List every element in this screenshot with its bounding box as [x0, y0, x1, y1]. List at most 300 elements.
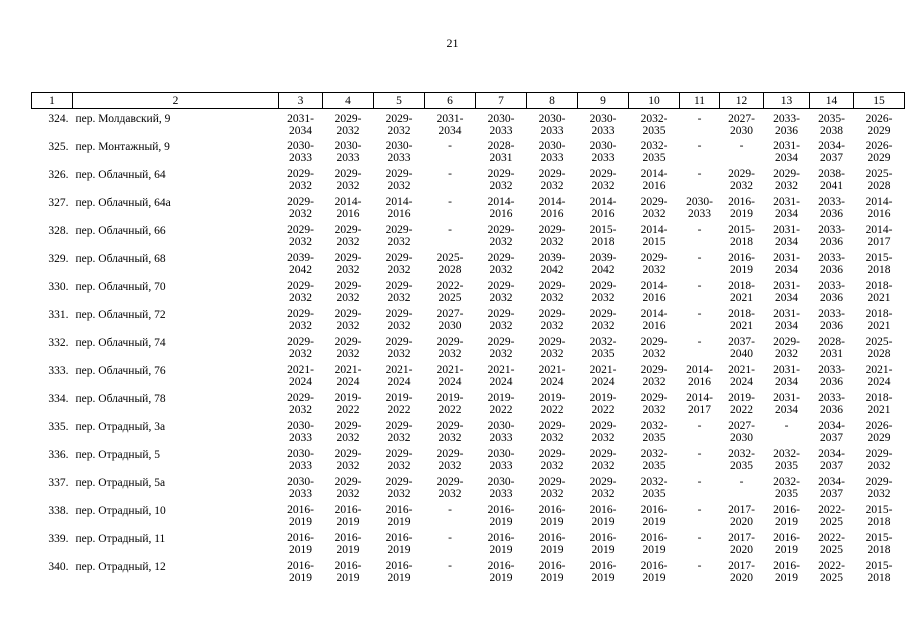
period-end: 2035	[642, 459, 666, 472]
period-start: 2014-	[640, 308, 668, 320]
period-end: 2025	[438, 291, 462, 304]
period-start: 2018-	[865, 392, 893, 404]
period-cell	[476, 253, 527, 281]
period-cell	[629, 533, 680, 561]
period-end: 2032	[540, 179, 564, 192]
period-end: 2035	[591, 347, 615, 360]
period-cell	[323, 505, 374, 533]
period-end: 2019	[387, 543, 411, 556]
column-header: 1	[32, 93, 73, 109]
row-number: 330.	[48, 281, 69, 293]
period-cell	[764, 141, 810, 169]
period-cell	[680, 253, 720, 281]
period-start: 2033-	[818, 280, 845, 292]
period-cell	[680, 197, 720, 225]
address-cell: пер. Отрадный, 12	[75, 561, 166, 573]
period-end: 2035	[775, 487, 798, 500]
period-start: 2029-	[589, 420, 617, 432]
period-cell	[854, 309, 905, 337]
period-end: 2032	[489, 319, 513, 332]
period-start: 2014-	[640, 280, 668, 292]
period-start: 2016-	[334, 532, 362, 544]
period-cell	[854, 421, 905, 449]
period-cell	[680, 169, 720, 197]
period-start: 2026-	[865, 113, 893, 125]
period-end: 2040	[730, 347, 753, 360]
period-start: 2029-	[385, 476, 413, 488]
period-end: 2036	[820, 403, 843, 416]
period-start: 2016-	[385, 560, 413, 572]
period-cell	[374, 281, 425, 309]
period-end: 2034	[775, 207, 798, 220]
period-cell	[476, 449, 527, 477]
period-end: 2019	[591, 543, 615, 556]
period-end: 2033	[489, 431, 513, 444]
period-cell	[527, 533, 578, 561]
period-start: 2029-	[334, 308, 362, 320]
period-cell	[527, 505, 578, 533]
period-start: 2016-	[640, 532, 668, 544]
period-end: 2032	[387, 347, 411, 360]
address-cell: пер. Отрадный, 5	[75, 449, 160, 461]
period-cell	[810, 421, 854, 449]
period-cell	[279, 141, 323, 169]
period-start: 2033-	[773, 113, 800, 125]
period-start: 2016-	[487, 532, 515, 544]
period-cell	[279, 393, 323, 421]
period-start: 2029-	[385, 252, 413, 264]
period-cell	[279, 281, 323, 309]
period-cell	[764, 505, 810, 533]
period-cell	[425, 505, 476, 533]
table-row	[32, 225, 905, 253]
period-cell	[323, 421, 374, 449]
period-cell	[578, 225, 629, 253]
period-cell	[629, 393, 680, 421]
period-cell	[279, 449, 323, 477]
period-cell	[764, 225, 810, 253]
address-cell: пер. Отрадный, 3а	[75, 421, 166, 433]
period-cell	[720, 449, 764, 477]
column-header: 15	[854, 93, 905, 109]
row-number: 332.	[48, 337, 69, 349]
period-cell	[279, 309, 323, 337]
period-end: 2024	[867, 375, 891, 388]
period-end: 2029	[867, 124, 891, 137]
period-cell	[810, 141, 854, 169]
period-start: -	[697, 252, 702, 264]
address-cell: пер. Отрадный, 10	[75, 505, 166, 517]
period-cell	[629, 477, 680, 505]
period-cell	[578, 281, 629, 309]
period-start: 2033-	[818, 364, 845, 376]
period-cell	[578, 365, 629, 393]
period-start: 2035-	[818, 113, 845, 125]
row-number: 333.	[48, 365, 69, 377]
period-end: 2022	[540, 403, 564, 416]
period-end: 2036	[820, 375, 843, 388]
period-cell	[680, 421, 720, 449]
column-header: 3	[279, 93, 323, 109]
period-start: 2014-	[686, 392, 713, 404]
column-header: 7	[476, 93, 527, 109]
period-cell	[854, 393, 905, 421]
period-cell	[764, 253, 810, 281]
period-end: 2018	[730, 235, 753, 248]
period-end: 2032	[540, 235, 564, 248]
period-end: 2032	[289, 319, 312, 332]
table-row	[32, 141, 905, 169]
period-cell	[425, 309, 476, 337]
period-start: 2029-	[334, 280, 362, 292]
period-end: 2032	[336, 319, 360, 332]
period-cell	[578, 449, 629, 477]
period-start: 2029-	[640, 196, 668, 208]
row-number: 331.	[48, 309, 69, 321]
period-start: 2029-	[385, 336, 413, 348]
period-end: 2032	[387, 459, 411, 472]
period-start: 2039-	[538, 252, 566, 264]
period-start: 2029-	[865, 476, 893, 488]
period-start: 2030-	[287, 420, 314, 432]
table-body	[32, 109, 905, 590]
period-start: 2022-	[818, 504, 845, 516]
period-start: 2014-	[334, 196, 362, 208]
period-cell	[764, 393, 810, 421]
period-start: 2029-	[287, 168, 314, 180]
period-end: 2034	[775, 263, 798, 276]
period-start: 2030-	[487, 476, 515, 488]
period-end: 2019	[289, 515, 312, 528]
period-cell	[854, 141, 905, 169]
period-end: 2032	[642, 403, 666, 416]
period-cell	[764, 477, 810, 505]
period-end: 2022	[730, 403, 753, 416]
period-start: 2016-	[334, 504, 362, 516]
row-number: 326.	[48, 169, 69, 181]
period-start: 2015-	[865, 532, 893, 544]
period-cell	[810, 169, 854, 197]
period-cell	[323, 449, 374, 477]
period-start: 2019-	[334, 392, 362, 404]
period-cell	[764, 309, 810, 337]
period-end: 2028	[867, 179, 891, 192]
period-end: 2019	[387, 571, 411, 584]
period-cell	[527, 421, 578, 449]
row-number: 329.	[48, 253, 69, 265]
header-row	[32, 93, 905, 109]
period-start: 2014-	[640, 168, 668, 180]
period-end: 2033	[489, 124, 513, 137]
period-end: 2032	[289, 235, 312, 248]
period-end: 2032	[642, 207, 666, 220]
period-end: 2035	[642, 124, 666, 137]
period-end: 2042	[289, 263, 312, 276]
period-start: 2033-	[818, 308, 845, 320]
period-start: 2030-	[487, 113, 515, 125]
period-cell	[764, 337, 810, 365]
period-end: 2032	[438, 431, 462, 444]
period-start: 2016-	[538, 504, 566, 516]
period-cell	[527, 197, 578, 225]
period-start: 2029-	[589, 168, 617, 180]
period-start: 2016-	[487, 504, 515, 516]
period-end: 2033	[688, 207, 711, 220]
period-cell	[854, 169, 905, 197]
period-cell	[374, 197, 425, 225]
row-number: 339.	[48, 533, 69, 545]
period-start: 2029-	[334, 224, 362, 236]
period-cell	[720, 197, 764, 225]
period-start: -	[697, 504, 702, 516]
period-end: 2033	[489, 487, 513, 500]
period-cell	[720, 421, 764, 449]
period-end: 2019	[775, 571, 798, 584]
period-end: 2019	[336, 515, 360, 528]
period-start: 2016-	[538, 560, 566, 572]
period-end: 2030	[730, 431, 753, 444]
period-end: 2020	[730, 571, 753, 584]
period-end: 2020	[730, 543, 753, 556]
period-end: 2033	[591, 124, 615, 137]
period-end: 2024	[336, 375, 360, 388]
period-end: 2032	[336, 459, 360, 472]
period-end: 2032	[336, 487, 360, 500]
period-cell	[680, 141, 720, 169]
period-start: 2025-	[865, 168, 893, 180]
period-start: 2031-	[773, 364, 800, 376]
period-end: 2042	[591, 263, 615, 276]
period-cell	[476, 109, 527, 142]
period-cell	[374, 309, 425, 337]
period-cell	[374, 533, 425, 561]
period-end: 2032	[387, 319, 411, 332]
period-cell	[720, 169, 764, 197]
period-cell	[425, 365, 476, 393]
period-cell	[629, 309, 680, 337]
period-end: 2035	[642, 431, 666, 444]
period-cell	[279, 337, 323, 365]
period-cell	[680, 533, 720, 561]
period-start: -	[697, 336, 702, 348]
period-cell	[374, 505, 425, 533]
period-cell	[279, 533, 323, 561]
period-cell	[854, 477, 905, 505]
period-cell	[323, 393, 374, 421]
period-end: 2022	[489, 403, 513, 416]
period-cell	[810, 197, 854, 225]
period-cell	[629, 337, 680, 365]
period-cell	[425, 197, 476, 225]
period-start: 2029-	[287, 336, 314, 348]
period-end: 2019	[540, 543, 564, 556]
period-start: 2039-	[287, 252, 314, 264]
period-cell	[629, 109, 680, 142]
period-start: 2029-	[640, 252, 668, 264]
period-start: 2029-	[436, 420, 464, 432]
period-end: 2019	[730, 263, 753, 276]
period-cell	[810, 449, 854, 477]
period-cell	[425, 337, 476, 365]
period-start: 2029-	[487, 308, 515, 320]
period-cell	[854, 253, 905, 281]
period-cell	[476, 169, 527, 197]
period-cell	[527, 253, 578, 281]
period-cell	[764, 109, 810, 142]
period-end: 2032	[591, 291, 615, 304]
period-start: 2025-	[865, 336, 893, 348]
column-header: 13	[764, 93, 810, 109]
period-start: -	[448, 504, 452, 516]
period-end: 2032	[438, 487, 462, 500]
period-start: 2029-	[538, 420, 566, 432]
row-number: 337.	[48, 477, 69, 489]
period-end: 2034	[775, 151, 798, 164]
period-cell	[425, 141, 476, 169]
column-header: 10	[629, 93, 680, 109]
table-row	[32, 197, 905, 225]
period-start: 2029-	[728, 168, 755, 180]
period-end: 2019	[591, 515, 615, 528]
period-cell	[425, 421, 476, 449]
period-end: 2032	[591, 319, 615, 332]
period-cell	[720, 561, 764, 589]
period-start: 2022-	[818, 560, 845, 572]
period-end: 2017	[688, 403, 711, 416]
period-cell	[629, 365, 680, 393]
period-cell	[374, 169, 425, 197]
period-cell	[323, 533, 374, 561]
period-start: 2021-	[728, 364, 755, 376]
period-end: 2032	[387, 263, 411, 276]
period-start: 2027-	[728, 113, 755, 125]
period-cell	[764, 561, 810, 589]
period-end: 2025	[820, 571, 843, 584]
period-cell	[374, 109, 425, 142]
period-start: 2030-	[538, 140, 566, 152]
period-cell	[425, 253, 476, 281]
period-start: -	[697, 448, 702, 460]
period-cell	[527, 141, 578, 169]
period-cell	[720, 281, 764, 309]
period-cell	[425, 225, 476, 253]
period-cell	[720, 393, 764, 421]
period-start: 2019-	[589, 392, 617, 404]
period-start: 2029-	[487, 280, 515, 292]
period-start: 2032-	[589, 336, 617, 348]
period-end: 2019	[540, 515, 564, 528]
period-start: 2029-	[640, 392, 668, 404]
period-start: 2029-	[385, 308, 413, 320]
period-start: 2019-	[436, 392, 464, 404]
period-start: 2021-	[865, 364, 893, 376]
period-cell	[629, 197, 680, 225]
period-cell	[629, 449, 680, 477]
period-start: 2029-	[287, 224, 314, 236]
period-cell	[629, 225, 680, 253]
period-cell	[527, 309, 578, 337]
period-cell	[720, 365, 764, 393]
period-start: 2033-	[818, 196, 845, 208]
period-end: 2021	[867, 291, 891, 304]
period-end: 2024	[540, 375, 564, 388]
address-cell: пер. Облачный, 66	[75, 225, 166, 237]
period-start: 2014-	[487, 196, 515, 208]
period-start: 2031-	[287, 113, 314, 125]
period-start: 2030-	[589, 113, 617, 125]
period-start: 2029-	[538, 168, 566, 180]
period-end: 2032	[336, 235, 360, 248]
period-start: 2029-	[589, 448, 617, 460]
period-cell	[323, 109, 374, 142]
period-end: 2032	[387, 487, 411, 500]
period-end: 2019	[387, 515, 411, 528]
period-start: 2029-	[865, 448, 893, 460]
period-cell	[680, 393, 720, 421]
period-start: 2030-	[287, 140, 314, 152]
period-end: 2016	[540, 207, 564, 220]
period-start: 2019-	[385, 392, 413, 404]
period-start: 2021-	[538, 364, 566, 376]
period-cell	[527, 109, 578, 142]
period-start: -	[448, 140, 452, 152]
period-cell	[476, 309, 527, 337]
period-start: 2029-	[334, 420, 362, 432]
period-start: 2029-	[385, 224, 413, 236]
period-cell	[527, 225, 578, 253]
period-start: 2016-	[385, 532, 413, 544]
column-header: 5	[374, 93, 425, 109]
period-end: 2035	[642, 487, 666, 500]
period-end: 2016	[489, 207, 513, 220]
period-start: 2029-	[436, 336, 464, 348]
row-number: 334.	[48, 393, 69, 405]
period-start: 2029-	[538, 336, 566, 348]
period-start: 2029-	[287, 196, 314, 208]
period-start: 2014-	[385, 196, 413, 208]
period-end: 2032	[540, 347, 564, 360]
period-end: 2022	[336, 403, 360, 416]
period-end: 2034	[775, 235, 798, 248]
table-row	[32, 281, 905, 309]
period-start: 2016-	[640, 560, 668, 572]
period-end: 2030	[730, 124, 753, 137]
period-start: 2029-	[436, 448, 464, 460]
period-cell	[323, 365, 374, 393]
period-start: 2015-	[589, 224, 617, 236]
period-start: 2016-	[589, 532, 617, 544]
period-cell	[476, 561, 527, 589]
period-end: 2032	[642, 263, 666, 276]
period-start: 2029-	[385, 448, 413, 460]
period-end: 2032	[867, 459, 891, 472]
period-end: 2036	[820, 235, 843, 248]
period-end: 2019	[591, 571, 615, 584]
period-end: 2024	[591, 375, 615, 388]
period-start: 2039-	[589, 252, 617, 264]
period-end: 2041	[820, 179, 843, 192]
column-header: 9	[578, 93, 629, 109]
period-end: 2032	[775, 347, 798, 360]
period-end: 2015	[642, 235, 666, 248]
period-cell	[323, 337, 374, 365]
period-end: 2034	[775, 403, 798, 416]
period-cell	[854, 561, 905, 589]
period-cell	[374, 225, 425, 253]
period-cell	[810, 109, 854, 142]
period-start: 2016-	[287, 560, 314, 572]
period-end: 2035	[775, 459, 798, 472]
